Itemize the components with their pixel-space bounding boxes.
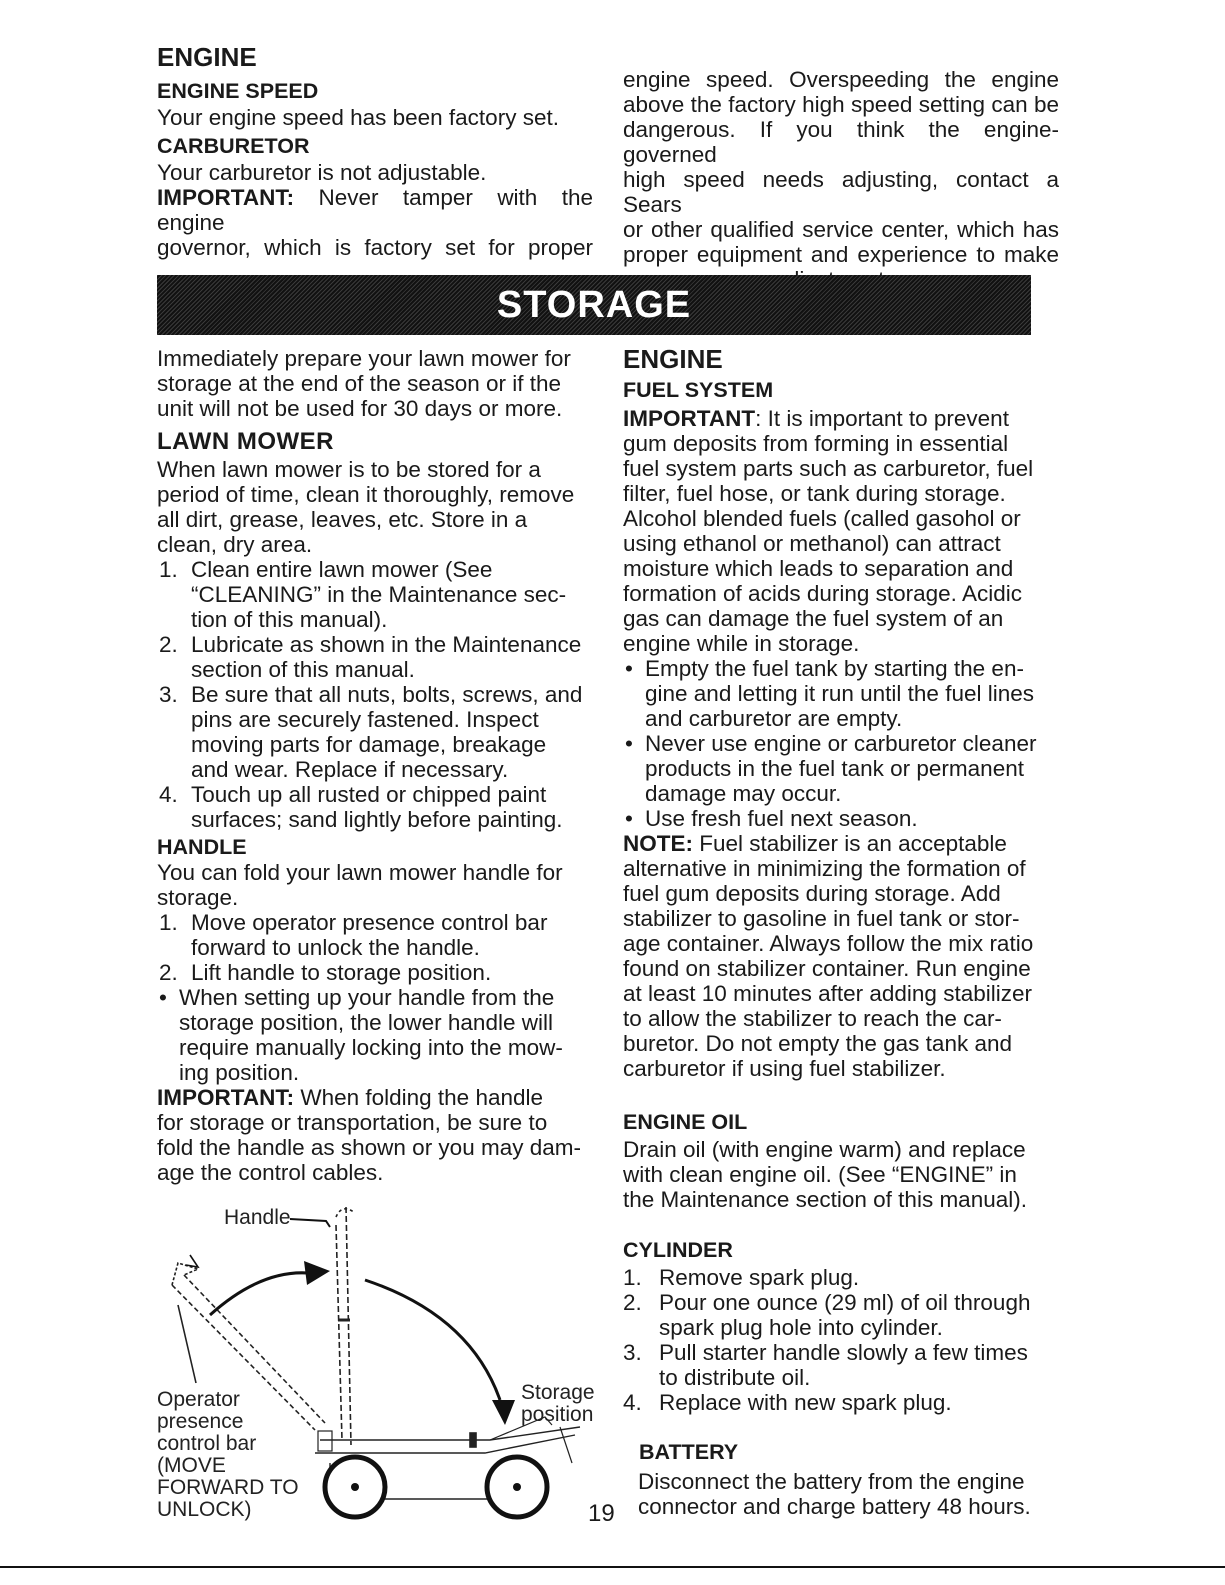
handle-pointer — [290, 1219, 330, 1227]
text-line: clean, dry area. — [157, 532, 313, 557]
engine-oil-heading: ENGINE OIL — [623, 1110, 748, 1134]
text-line: above the factory high speed setting can be — [623, 92, 1059, 117]
figure-label-operator: Operator presence control bar (MOVE FORWARD TO UNLOCK) — [157, 1388, 299, 1521]
figure-label-storage: Storage position — [521, 1381, 595, 1426]
intro-line: unit will not be used for 30 days or more. — [157, 396, 563, 421]
engine-speed-text: Your engine speed has been factory set. — [157, 105, 559, 130]
text-line: Alcohol blended fuels (called gasohol or — [623, 506, 1021, 531]
text-line: formation of acids during storage. Acidic — [623, 581, 1022, 606]
list-item: 2. Pour one ounce (29 ml) of oil through spark plug hole into cylinder. — [623, 1290, 1031, 1340]
text-line: When lawn mower is to be stored for a — [157, 457, 541, 482]
lawn-mower-heading: LAWN MOWER — [157, 428, 334, 455]
text-line: Drain oil (with engine warm) and replace — [623, 1137, 1026, 1162]
important-line-1: IMPORTANT: Never tamper with the engine — [157, 185, 593, 235]
text-line: fold the handle as shown or you may dam- — [157, 1135, 581, 1160]
page-number: 19 — [588, 1500, 615, 1527]
important-line: IMPORTANT: It is important to prevent — [623, 406, 1009, 431]
text-line: age container. Always follow the mix ratio — [623, 931, 1034, 956]
note-line: NOTE: Fuel stabilizer is an acceptable — [623, 831, 1007, 856]
text-line: proper equipment and experience to make — [623, 242, 1059, 267]
vertical-handle — [336, 1207, 351, 1445]
list-item: 1. Remove spark plug. — [623, 1265, 860, 1290]
text-line: engine while in storage. — [623, 631, 860, 656]
text-line: the Maintenance section of this manual). — [623, 1187, 1027, 1212]
figure-label-handle: Handle — [224, 1206, 291, 1229]
cylinder-steps — [623, 1265, 1063, 1415]
list-item: 3. Pull starter handle slowly a few times to distribute oil. — [623, 1340, 1028, 1390]
text-line: found on stabilizer container. Run engine — [623, 956, 1031, 981]
bottom-rule — [0, 1566, 1225, 1568]
intro-line: storage at the end of the season or if the — [157, 371, 562, 396]
text-line: at least 10 minutes after adding stabilizer — [623, 981, 1032, 1006]
text-line: gum deposits from forming in essential — [623, 431, 1009, 456]
cylinder-heading: CYLINDER — [623, 1238, 733, 1262]
text-line: stabilizer to gasoline in fuel tank or stor- — [623, 906, 1020, 931]
engine-heading: ENGINE — [623, 344, 723, 374]
text-line: to allow the stabilizer to reach the car- — [623, 1006, 1002, 1031]
curved-arrow-right — [365, 1280, 500, 1400]
rear-wheel — [487, 1457, 547, 1517]
storage-right-column — [623, 344, 1063, 1519]
text-line: engine speed. Overspeeding the engine — [623, 67, 1059, 92]
list-item: 2. Lift handle to storage position. — [159, 960, 492, 985]
handle-steps — [157, 910, 597, 1085]
mower-deck — [315, 1427, 580, 1453]
storage-left-column — [157, 346, 597, 1185]
list-item: • Use fresh fuel next season. — [625, 806, 918, 831]
text-line: buretor. Do not empty the gas tank and — [623, 1031, 1012, 1056]
operator-pointer — [178, 1305, 196, 1383]
carburetor-heading: CARBURETOR — [157, 134, 310, 158]
engine-title: ENGINE — [157, 42, 257, 72]
fuel-bullets — [623, 656, 1063, 831]
engine-top-left — [157, 42, 593, 260]
list-item: 3. Be sure that all nuts, bolts, screws, and pins are securely fastened. Inspect moving parts for damage, breakage and wear. Replace if necessary. — [159, 682, 583, 782]
list-item: • When setting up your handle from the storage position, the lower handle will require manually locking into the mow- ing position. — [159, 985, 563, 1085]
important-line-2: governor, which is factory set for proper — [157, 235, 593, 260]
curved-arrow-left — [210, 1273, 308, 1315]
text-line: age the control cables. — [157, 1160, 384, 1185]
text-line: filter, fuel hose, or tank during storage. — [623, 481, 1006, 506]
text-line: dangerous. If you think the engine-governed — [623, 117, 1059, 167]
list-item: 2. Lubricate as shown in the Maintenance section of this manual. — [159, 632, 582, 682]
intro-line: Immediately prepare your lawn mower for — [157, 346, 571, 371]
engine-speed-heading: ENGINE SPEED — [157, 79, 319, 103]
list-item: • Empty the fuel tank by starting the en- gine and letting it run until the fuel lines and carburetor are empty. — [625, 656, 1035, 731]
text-line: all dirt, grease, leaves, etc. Store in a — [157, 507, 528, 532]
fuel-system-heading: FUEL SYSTEM — [623, 378, 774, 402]
list-item: 1. Clean entire lawn mower (See “CLEANING” in the Maintenance sec- tion of this manual). — [159, 557, 567, 632]
list-item: 4. Replace with new spark plug. — [623, 1390, 952, 1415]
text-line: gas can damage the fuel system of an — [623, 606, 1004, 631]
front-wheel — [325, 1457, 385, 1517]
text-line: alternative in minimizing the formation of — [623, 856, 1026, 881]
carburetor-text: Your carburetor is not adjustable. — [157, 160, 487, 185]
lawn-steps — [157, 557, 597, 832]
text-line: fuel gum deposits during storage. Add — [623, 881, 1001, 906]
text-line: or other qualified service center, which has — [623, 217, 1059, 242]
important-line: IMPORTANT: When folding the handle — [157, 1085, 544, 1110]
list-item: • Never use engine or carburetor cleaner products in the fuel tank or permanent damage may occur. — [625, 731, 1037, 806]
text-line: for storage or transportation, be sure to — [157, 1110, 548, 1135]
text-line: storage. — [157, 885, 239, 910]
text-line: You can fold your lawn mower handle for — [157, 860, 563, 885]
battery-heading: BATTERY — [639, 1440, 739, 1464]
list-item: 4. Touch up all rusted or chipped paint surfaces; sand lightly before painting. — [159, 782, 563, 832]
important-label: IMPORTANT: — [157, 185, 295, 210]
storage-title: STORAGE — [496, 283, 692, 326]
text-line: fuel system parts such as carburetor, fuel — [623, 456, 1034, 481]
text-line: with clean engine oil. (See “ENGINE” in — [623, 1162, 1017, 1187]
engine-top-right — [623, 67, 1059, 292]
text-line: high speed needs adjusting, contact a Sears — [623, 167, 1059, 217]
text-line: period of time, clean it thoroughly, remove — [157, 482, 575, 507]
storage-banner — [157, 275, 1031, 335]
text-line: moisture which leads to separation and — [623, 556, 1014, 581]
text-line: connector and charge battery 48 hours. — [638, 1494, 1031, 1519]
text-line: carburetor if using fuel stabilizer. — [623, 1056, 946, 1081]
list-item: 1. Move operator presence control bar forward to unlock the handle. — [159, 910, 548, 960]
text-line: Disconnect the battery from the engine — [638, 1469, 1025, 1494]
text-line: using ethanol or methanol) can attract — [623, 531, 1001, 556]
handle-heading: HANDLE — [157, 835, 247, 859]
